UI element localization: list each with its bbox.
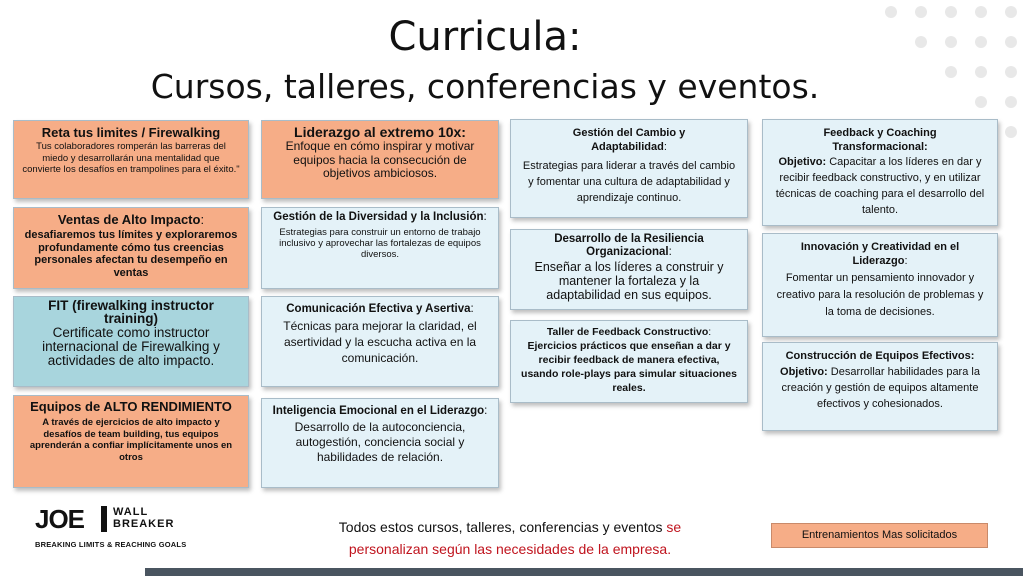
footer-statement: [300, 516, 720, 560]
card-comunicacion-efectiva[interactable]: Comunicación Efectiva y Asertiva: Técnicas para mejorar la claridad, el asertividad y la escucha activa en la comunicación.: [261, 296, 499, 387]
card-body: desafiaremos tus límites y exploraremos profundamente cómo tus creencias personales afectan tu desempeño en ventas: [24, 229, 238, 279]
card-heading: Feedback y Coaching Transformacional:: [823, 127, 937, 153]
card-body: Desarrollo de la autoconciencia, autogestión, conciencia social y habilidades de relación.: [294, 420, 466, 464]
card-gestion-cambio[interactable]: Gestión del Cambio y Adaptabilidad: Estrategias para liderar a través del cambio y fomentar una cultura de adaptabilidad y aprendizaje continuo.: [510, 119, 748, 218]
footer-text-red: se personalizan según las necesidades de la empresa.: [348, 519, 682, 557]
page-subtitle: Cursos, talleres, conferencias y eventos.: [150, 67, 820, 106]
card-heading: Comunicación Efectiva y Asertiva: [286, 303, 471, 315]
most-requested-badge: Entrenamientos Mas solicitados: [771, 523, 988, 548]
card-resiliencia-organizacional[interactable]: Desarrollo de la Resiliencia Organizacional: Enseñar a los líderes a construir y mantener la fortaleza y la adaptabilidad en sus equipos.: [510, 229, 748, 310]
card-body: Estrategias para construir un entorno de trabajo inclusivo y aprovechar las fortalezas de equipos diversos.: [279, 227, 481, 260]
card-body: Estrategias para liderar a través del cambio y fomentar una cultura de adaptabilidad y aprendizaje continuo.: [522, 160, 736, 204]
card-body: Capacitar a los líderes en dar y recibir feedback constructivo, y en utilizar técnicas de coaching para el desarrollo del talento.: [775, 156, 985, 216]
card-heading: Equipos de ALTO RENDIMIENTO: [30, 399, 232, 414]
logo-bar: [101, 506, 107, 532]
card-heading: FIT (firewalking instructor training): [48, 298, 214, 326]
card-heading: Desarrollo de la Resiliencia Organizacional: [554, 233, 704, 258]
card-heading: Ventas de Alto Impacto: [57, 212, 201, 227]
card-body: Enseñar a los líderes a construir y mantener la fortaleza y la adaptabilidad en sus equipos.: [534, 260, 724, 302]
card-body-label: Objetivo:: [780, 366, 828, 378]
card-body: Enfoque en cómo inspirar y motivar equipos hacia la consecución de objetivos ambiciosos.: [285, 139, 475, 180]
card-ventas-alto-impacto[interactable]: Ventas de Alto Impacto: desafiaremos tus límites y exploraremos profundamente cómo tus creencias personales afectan tu desempeño en ventas: [13, 207, 249, 289]
card-heading: Reta tus limites / Firewalking: [41, 125, 221, 140]
card-liderazgo-extremo[interactable]: [261, 120, 499, 199]
card-body: Fomentar un pensamiento innovador y creativo para la resolución de problemas y la toma de decisiones.: [776, 272, 984, 318]
card-heading: Construcción de Equipos Efectivos:: [785, 350, 975, 362]
logo-joe-text: JOE: [35, 504, 85, 534]
card-body: Desarrollar habilidades para la creación y gestión de equipos altamente efectivos y cohesionados.: [781, 366, 980, 410]
logo-breaker-text: BREAKER: [113, 518, 175, 530]
card-feedback-constructivo[interactable]: Taller de Feedback Constructivo: Ejercicios prácticos que enseñan a dar y recibir feedback de manera efectiva, usando role-plays para simular situaciones reales.: [510, 320, 748, 403]
card-body: A través de ejercicios de alto impacto y desafíos de team building, tus equipos aprenderán a confiar implícitamente unos en otros: [29, 417, 233, 463]
card-diversidad-inclusion[interactable]: Gestión de la Diversidad y la Inclusión: Estrategias para construir un entorno de trabajo inclusivo y aprovechar las fortalezas de equipos diversos.: [261, 207, 499, 289]
card-heading: Gestión del Cambio y Adaptabilidad: [572, 127, 686, 153]
card-body: Ejercicios prácticos que enseñan a dar y recibir feedback de manera efectiva, usando role-plays para simular situaciones reales.: [521, 340, 737, 394]
card-heading: Innovación y Creatividad en el Liderazgo: [800, 241, 960, 267]
card-heading: Liderazgo al extremo 10x:: [294, 124, 466, 140]
card-heading: Taller de Feedback Constructivo: [546, 326, 709, 338]
card-body-label: Objetivo:: [778, 156, 827, 168]
card-equipos-alto-rendimiento[interactable]: [13, 395, 249, 488]
card-fit-instructor[interactable]: [13, 296, 249, 387]
card-heading: Inteligencia Emocional en el Liderazgo: [272, 405, 485, 417]
card-feedback-coaching[interactable]: [762, 119, 998, 226]
card-inteligencia-emocional[interactable]: Inteligencia Emocional en el Liderazgo: Desarrollo de la autoconciencia, autogestión, conciencia social y habilidades de relación.: [261, 398, 499, 488]
bottom-bar: [145, 568, 1023, 576]
card-body: Tus colaboradores romperán las barreras del miedo y desarrollarán una mentalidad que convierte los desafíos en trampolines para el éxito.": [22, 141, 240, 175]
footer-text-black: Todos estos cursos, talleres, conferencias y eventos: [338, 519, 663, 535]
card-construccion-equipos[interactable]: [762, 342, 998, 431]
joe-wallbreaker-logo: [35, 504, 205, 550]
card-innovacion-creatividad[interactable]: Innovación y Creatividad en el Liderazgo: Fomentar un pensamiento innovador y creativo para la resolución de problemas y la toma de decisiones.: [762, 233, 998, 337]
logo-tagline: BREAKING LIMITS & REACHING GOALS: [35, 540, 187, 549]
card-heading: Gestión de la Diversidad y la Inclusión: [273, 211, 484, 223]
card-body: Técnicas para mejorar la claridad, el asertividad y la escucha activa en la comunicación.: [283, 319, 477, 365]
card-firewalking[interactable]: [13, 120, 249, 199]
card-body: Certificate como instructor internacional de Firewalking y actividades de alto impacto.: [42, 325, 220, 368]
page-title: Curricula:: [388, 14, 582, 60]
logo-wall-text: WALL: [113, 506, 149, 518]
